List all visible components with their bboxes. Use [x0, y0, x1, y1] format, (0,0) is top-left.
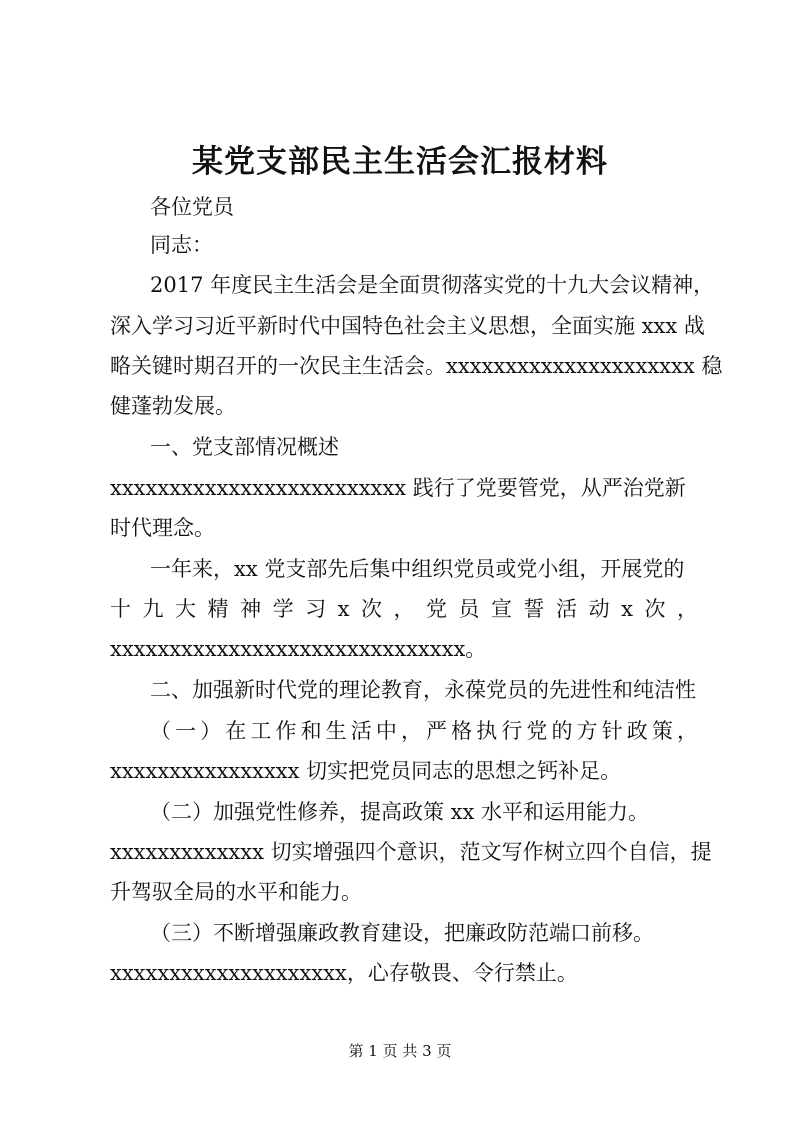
justified-line [150, 716, 698, 746]
text-glyph: 大 [175, 597, 197, 621]
text-glyph: 宣 [491, 597, 513, 621]
paragraph-line: xxxxxxxxxxxxxxxxxxxx，心存敬畏、令行禁止。 [110, 961, 578, 985]
text-glyph: 针 [601, 719, 623, 743]
text-glyph: ， [393, 597, 415, 621]
text-glyph: 党 [426, 597, 447, 621]
text-glyph: ） [200, 719, 222, 743]
paragraph-line: 升驾驭全局的水平和能力。 [110, 880, 362, 904]
text-glyph: 精 [207, 597, 229, 621]
text-glyph: 九 [142, 597, 164, 621]
text-glyph: 工 [250, 719, 272, 743]
text-glyph: 次 [644, 597, 666, 621]
section-heading: 一、党支部情况概述 [150, 435, 339, 459]
paragraph-line: xxxxxxxxxxxxx 切实增强四个意识，范文写作树立四个自信，提 [110, 840, 712, 864]
text-glyph: 的 [551, 719, 573, 743]
text-glyph: 习 [305, 597, 327, 621]
text-glyph: x [621, 597, 633, 621]
text-glyph: 行 [501, 719, 523, 743]
text-glyph: 次 [360, 597, 382, 621]
text-glyph: 学 [272, 597, 294, 621]
text-glyph: 在 [225, 719, 247, 743]
paragraph-line: 略关键时期召开的一次民主生活会。xxxxxxxxxxxxxxxxxxxxx 稳 [110, 354, 723, 378]
paragraph-line: 健蓬勃发展。 [110, 394, 236, 418]
text-glyph: 作 [275, 719, 297, 743]
text-glyph: ， [400, 719, 422, 743]
paragraph-line: xxxxxxxxxxxxxxxxxxxxxxxxx 践行了党要管党，从严治党新 [110, 476, 686, 500]
text-glyph: x [337, 597, 350, 621]
text-glyph: 神 [240, 597, 262, 621]
salutation-line: 各位党员 [150, 195, 234, 219]
paragraph-line: 2017 年度民主生活会是全面贯彻落实党的十九大会议精神， [150, 273, 715, 297]
text-glyph: 中 [375, 719, 397, 743]
paragraph-line: 一年来，xx 党支部先后集中组织党员或党小组，开展党的 [150, 557, 685, 581]
paragraph-line: xxxxxxxxxxxxxxxxxxxxxxxxxxxxxx。 [110, 637, 487, 661]
text-glyph: ， [676, 719, 698, 743]
text-glyph: 政 [626, 719, 648, 743]
paragraph-line: xxxxxxxxxxxxxxxx 切实把党员同志的思想之钙补足。 [110, 759, 622, 783]
text-glyph: 严 [426, 719, 448, 743]
text-glyph: 员 [458, 597, 480, 621]
paragraph-line: 时代理念。 [110, 516, 215, 540]
section-heading: 二、加强新时代党的理论教育，永葆党员的先进性和纯洁性 [150, 678, 696, 702]
paragraph-line: （三）不断增强廉政教育建设，把廉政防范端口前移。 [150, 921, 654, 945]
text-glyph: 动 [588, 597, 610, 621]
text-glyph: ， [676, 597, 698, 621]
text-glyph: 格 [451, 719, 473, 743]
text-glyph: 生 [325, 719, 347, 743]
text-glyph: 党 [526, 719, 548, 743]
document-title: 某党支部民主生活会汇报材料 [192, 144, 608, 180]
text-glyph: 策 [651, 719, 673, 743]
text-glyph: 活 [350, 719, 372, 743]
justified-line [110, 594, 698, 624]
paragraph-line: 深入学习习近平新时代中国特色社会主义思想，全面实施 xxx 战 [110, 314, 705, 338]
text-glyph: 活 [556, 597, 578, 621]
text-glyph: 一 [175, 719, 197, 743]
paragraph-line: （二）加强党性修养，提高政策 xx 水平和运用能力。 [150, 800, 650, 824]
salutation-line: 同志： [150, 233, 213, 257]
text-glyph: 执 [476, 719, 498, 743]
text-glyph: 方 [576, 719, 598, 743]
text-glyph: 誓 [523, 597, 545, 621]
page-footer: 第 1 页 共 3 页 [348, 1042, 452, 1060]
text-glyph: 十 [110, 597, 131, 621]
text-glyph: 和 [300, 719, 322, 743]
text-glyph: （ [150, 719, 171, 743]
